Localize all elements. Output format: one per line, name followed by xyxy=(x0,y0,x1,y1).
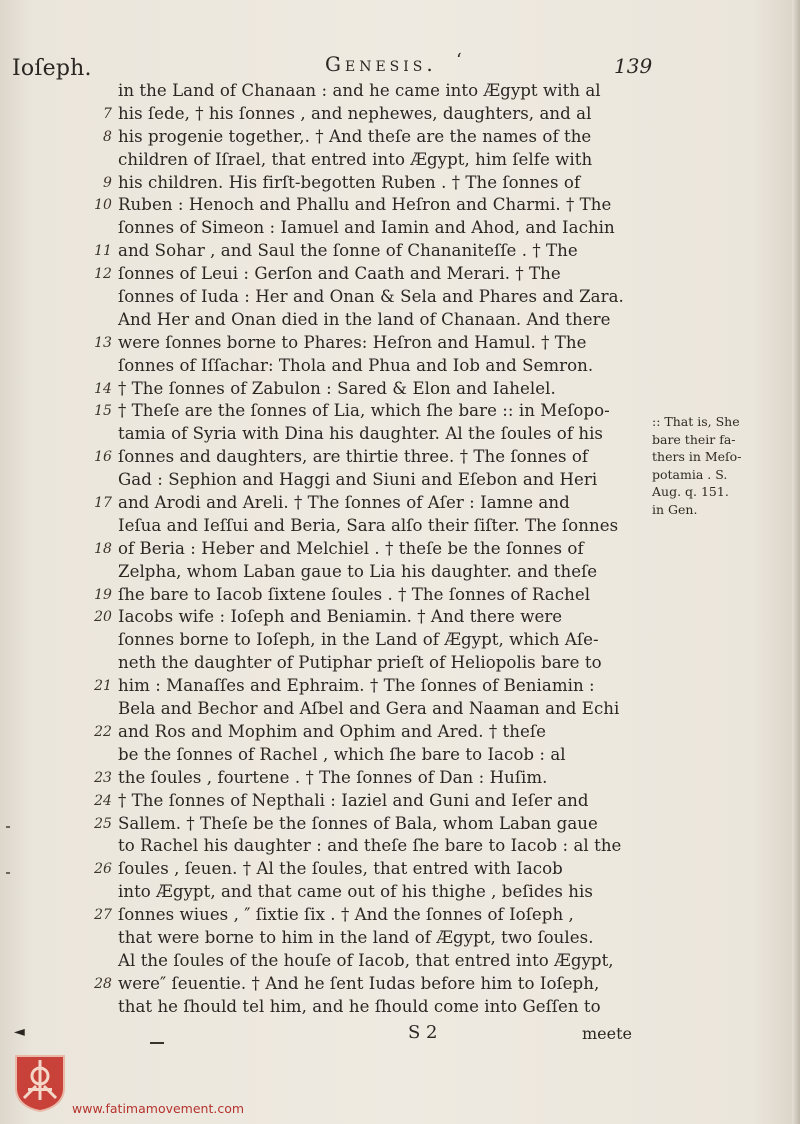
margin-note xyxy=(652,413,782,518)
verse-number: 19 xyxy=(94,586,112,603)
text-line xyxy=(82,606,652,629)
line-text: children of Iſrael, that entred into Ægypt, him ſelfe with xyxy=(118,149,593,169)
text-line xyxy=(82,767,652,790)
margin-note-line: potamia . S. xyxy=(652,466,728,482)
text-line xyxy=(82,400,652,423)
line-text: ſonnes of Iſſachar: Thola and Phua and Iob and Semron. xyxy=(118,355,594,375)
line-text: Al the ſoules of the houſe of Iacob, that entred into Ægypt, xyxy=(118,950,614,970)
verse-number: 18 xyxy=(94,540,112,557)
verse-number: 21 xyxy=(94,678,112,695)
text-line xyxy=(82,950,652,973)
text-line xyxy=(82,217,652,240)
text-line xyxy=(82,309,652,332)
text-line xyxy=(82,996,652,1019)
line-text: that he ſhould tel him, and he ſhould come into Geſſen to xyxy=(118,996,601,1016)
line-text: ſonnes and daughters, are thirtie three. † The ſonnes of xyxy=(118,447,589,467)
line-text: tamia of Syria with Dina his daughter. Al the ſoules of his xyxy=(118,424,603,444)
line-text: Ruben : Henoch and Phallu and Heſron and Charmi. † The xyxy=(118,195,612,215)
text-line xyxy=(82,858,652,881)
line-text: Ieſua and Ieſſui and Beria, Sara alſo their ſiſter. The ſonnes xyxy=(118,515,619,535)
text-line xyxy=(82,675,652,698)
line-text: of Beria : Heber and Melchiel . † theſe be the ſonnes of xyxy=(118,538,584,558)
line-text: him : Manaſſes and Ephraim. † The ſonnes of Beniamin : xyxy=(118,676,595,696)
line-text: ſonnes wiues , ″ ſixtie ſix . † And the ſonnes of Ioſeph , xyxy=(118,905,574,925)
line-text: be the ſonnes of Rachel , which ſhe bare to Iacob : al xyxy=(118,744,566,764)
text-line xyxy=(82,103,652,126)
running-head-left: Ioſeph. xyxy=(12,56,92,81)
line-text: in the Land of Chanaan : and he came into Ægypt with al xyxy=(118,81,601,100)
text-line xyxy=(82,561,652,584)
verse-number: 11 xyxy=(94,243,112,260)
verse-number: 15 xyxy=(94,403,112,420)
line-text: † The ſonnes of Nepthali : Iaziel and Guni and Ieſer and xyxy=(118,790,589,810)
line-text: Zelpha, whom Laban gaue to Lia his daughter. and theſe xyxy=(118,561,598,581)
text-line xyxy=(82,240,652,263)
text-line xyxy=(82,698,652,721)
text-line xyxy=(82,813,652,836)
text-line xyxy=(82,721,652,744)
verse-number: 28 xyxy=(94,975,112,992)
line-text: the ſoules , fourtene . † The ſonnes of Dan : Huſim. xyxy=(118,767,548,787)
text-line xyxy=(82,744,652,767)
line-text: neth the daughter of Putiphar prieſt of Heliopolis bare to xyxy=(118,653,602,673)
text-line xyxy=(82,904,652,927)
footer-dash xyxy=(150,1042,164,1044)
line-text: ſoules , ſeuen. † Al the ſoules, that entred with Iacob xyxy=(118,859,563,879)
text-line xyxy=(82,355,652,378)
verse-number: 13 xyxy=(94,334,112,351)
text-line xyxy=(82,790,652,813)
line-text: his ſede, † his ſonnes , and nephewes, daughters, and al xyxy=(118,103,592,123)
margin-tick xyxy=(6,826,10,828)
text-line xyxy=(82,927,652,950)
line-text: were ſonnes borne to Phares: Heſron and Hamul. † The xyxy=(118,332,587,352)
verse-number: 20 xyxy=(94,609,112,626)
verse-number: 17 xyxy=(94,495,112,512)
text-line xyxy=(82,263,652,286)
line-text: And Her and Onan died in the land of Chanaan. And there xyxy=(118,309,611,329)
text-line xyxy=(82,469,652,492)
running-head-title: Genesis. xyxy=(325,52,437,76)
main-text-column xyxy=(82,80,652,1019)
verse-number: 27 xyxy=(94,907,112,924)
shield-logo-icon xyxy=(14,1054,66,1112)
website-watermark: www.fatimamovement.com xyxy=(72,1101,245,1116)
text-line xyxy=(82,194,652,217)
text-line xyxy=(82,881,652,904)
verse-number: 22 xyxy=(94,723,112,740)
arrow-icon: ◄ xyxy=(14,1024,25,1040)
text-line xyxy=(82,652,652,675)
signature-mark: S 2 xyxy=(408,1022,438,1043)
margin-note-line: in Gen. xyxy=(652,501,698,517)
line-text: and Arodi and Areli. † The ſonnes of Aſer : Iamne and xyxy=(118,493,570,513)
text-line xyxy=(82,584,652,607)
text-line xyxy=(82,126,652,149)
line-text: Gad : Sephion and Haggi and Siuni and Eſebon and Heri xyxy=(118,470,598,490)
page-number: 139 xyxy=(614,54,653,78)
text-line xyxy=(82,629,652,652)
line-text: Bela and Bechor and Aſbel and Gera and Naaman and Echi xyxy=(118,699,620,719)
verse-number: 26 xyxy=(94,861,112,878)
text-line xyxy=(82,538,652,561)
line-text: † Theſe are the ſonnes of Lia, which ſhe bare :: in Meſopo- xyxy=(118,401,610,421)
margin-note-line: bare their fa- xyxy=(652,431,736,447)
running-head-mark: ‘ xyxy=(456,50,462,71)
verse-number: 8 xyxy=(103,128,112,145)
text-line xyxy=(82,973,652,996)
text-line xyxy=(82,835,652,858)
verse-number: 24 xyxy=(94,792,112,809)
line-text: ſonnes of Leui : Gerſon and Caath and Merari. † The xyxy=(118,264,561,284)
line-text: to Rachel his daughter : and theſe ſhe bare to Iacob : al the xyxy=(118,836,622,856)
verse-number: 14 xyxy=(94,380,112,397)
verse-number: 7 xyxy=(103,105,112,122)
line-text: Sallem. † Theſe be the ſonnes of Bala, whom Laban gaue xyxy=(118,813,598,833)
line-text: his children. His firſt-begotten Ruben . † The ſonnes of xyxy=(118,172,581,192)
line-text: ſonnes borne to Ioſeph, in the Land of Ægypt, which Aſe- xyxy=(118,630,599,650)
line-text: ſonnes of Simeon : Iamuel and Iamin and Ahod, and Iachin xyxy=(118,218,615,238)
margin-note-line: :: That is, She xyxy=(652,414,740,429)
line-text: ſonnes of Iuda : Her and Onan & Sela and Phares and Zara. xyxy=(118,287,624,307)
text-line xyxy=(82,149,652,172)
margin-note-line: thers in Meſo- xyxy=(652,449,742,464)
catchword: meete xyxy=(582,1024,633,1043)
text-line xyxy=(82,332,652,355)
text-line xyxy=(82,446,652,469)
verse-number: 25 xyxy=(94,815,112,832)
text-line xyxy=(82,172,652,195)
margin-note-line: Aug. q. 151. xyxy=(652,484,729,499)
text-line xyxy=(82,286,652,309)
verse-number: 9 xyxy=(103,174,112,191)
text-line xyxy=(82,492,652,515)
line-text: into Ægypt, and that came out of his thighe , beſides his xyxy=(118,882,593,902)
line-text: † The ſonnes of Zabulon : Sared & Elon and Iahelel. xyxy=(118,378,556,398)
text-line xyxy=(82,515,652,538)
verse-number: 23 xyxy=(94,769,112,786)
text-line xyxy=(82,378,652,401)
text-line xyxy=(82,80,652,103)
line-text: and Ros and Mophim and Ophim and Ared. † theſe xyxy=(118,721,546,741)
page-edge xyxy=(792,0,800,1124)
line-text: Iacobs wife : Ioſeph and Beniamin. † And there were xyxy=(118,607,563,627)
line-text: that were borne to him in the land of Ægypt, two ſoules. xyxy=(118,927,594,947)
line-text: ſhe bare to Iacob ſixtene ſoules . † The ſonnes of Rachel xyxy=(118,584,591,604)
line-text: and Sohar , and Saul the ſonne of Chananiteſſe . † The xyxy=(118,241,578,261)
verse-number: 10 xyxy=(94,197,112,214)
text-line xyxy=(82,423,652,446)
page-footer xyxy=(0,1022,800,1052)
margin-tick xyxy=(6,872,10,874)
verse-number: 12 xyxy=(94,266,112,283)
verse-number: 16 xyxy=(94,449,112,466)
line-text: were″ ſeuentie. † And he ſent Iudas before him to Ioſeph, xyxy=(118,973,600,993)
line-text: his progenie together,. † And theſe are the names of the xyxy=(118,126,592,146)
